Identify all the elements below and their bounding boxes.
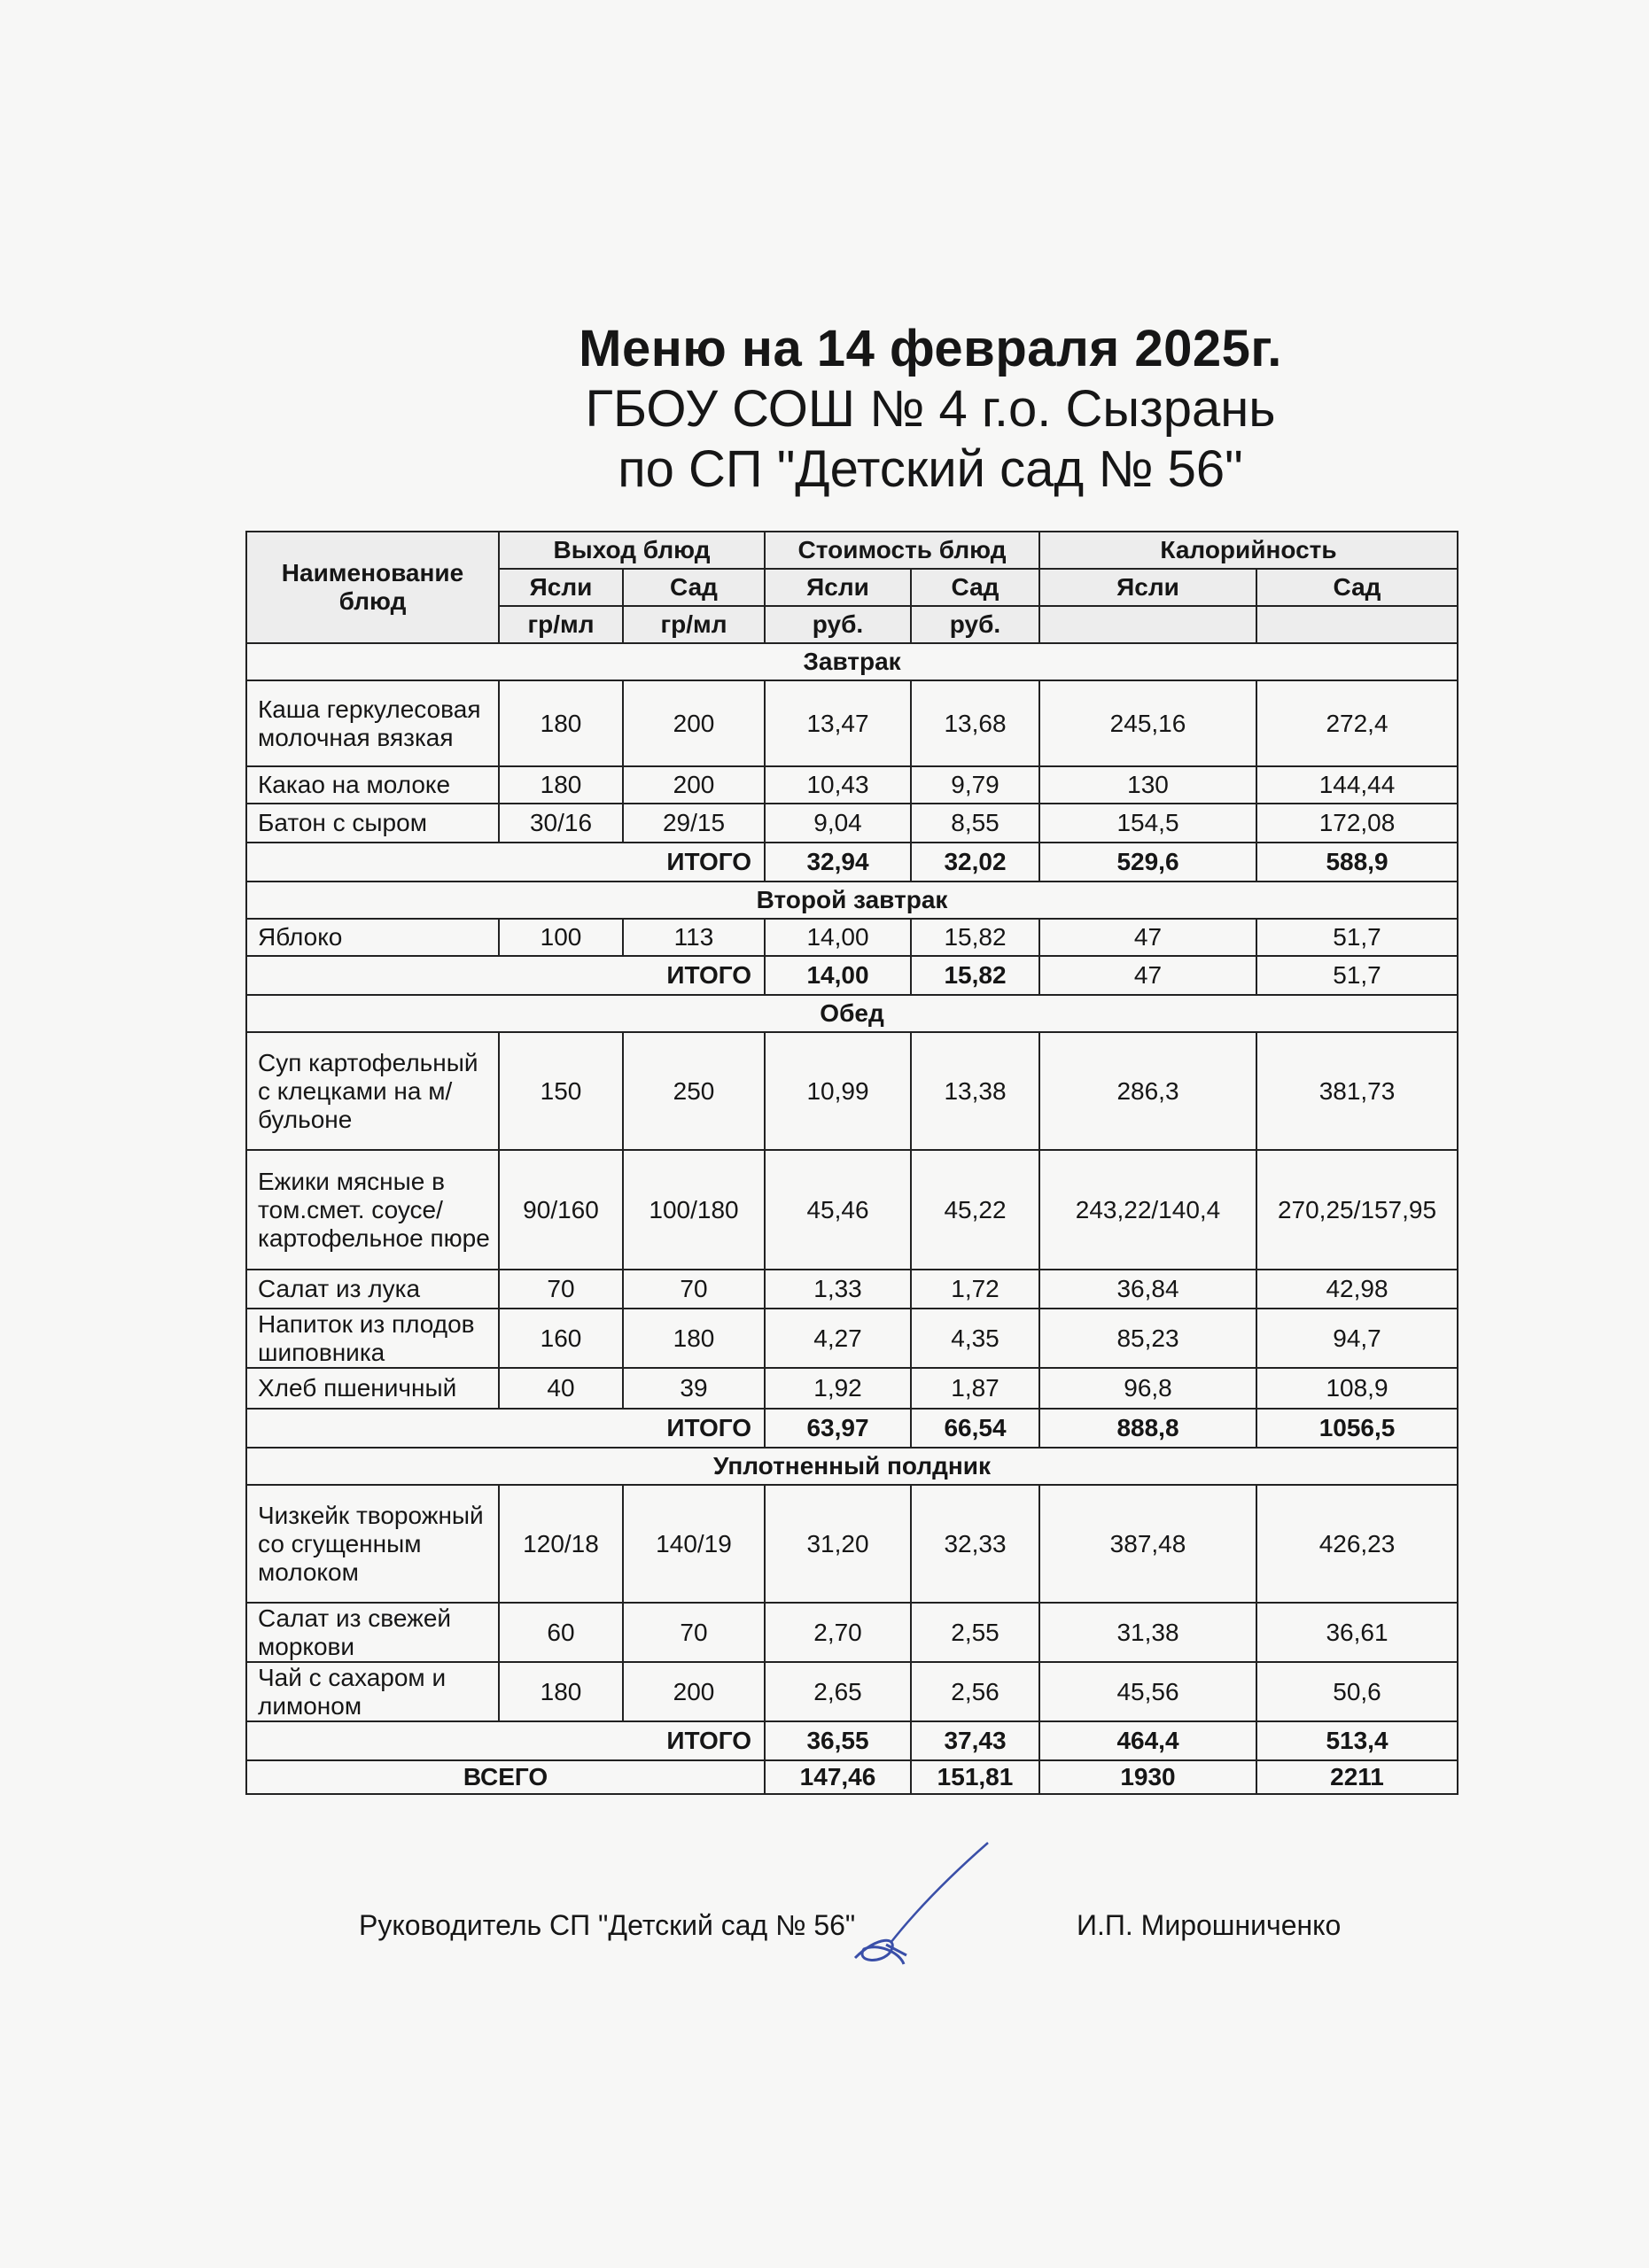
unit-cost-yasli: руб. — [765, 606, 911, 643]
unit-calories-yasli — [1039, 606, 1256, 643]
output-yasli: 90/160 — [499, 1150, 623, 1270]
output-sad: 29/15 — [623, 804, 765, 843]
total-cost-yasli: 36,55 — [765, 1721, 911, 1760]
total-row — [246, 843, 1458, 882]
total-label: ИТОГО — [246, 843, 765, 882]
menu-table — [245, 531, 1458, 1795]
output-yasli: 160 — [499, 1309, 623, 1368]
calories-yasli: 96,8 — [1039, 1368, 1256, 1409]
dish-name: Чай с сахаром и лимоном — [246, 1662, 499, 1721]
table-row — [246, 1032, 1458, 1150]
total-cost-sad: 37,43 — [911, 1721, 1039, 1760]
total-row — [246, 1409, 1458, 1448]
signer-role: Руководитель СП "Детский сад № 56" — [359, 1909, 856, 1941]
output-sad: 200 — [623, 1662, 765, 1721]
total-label: ИТОГО — [246, 956, 765, 995]
table-row — [246, 1150, 1458, 1270]
section-title: Уплотненный полдник — [246, 1448, 1458, 1485]
section-row — [246, 643, 1458, 680]
school-name: ГБОУ СОШ № 4 г.о. Сызрань — [585, 380, 1276, 438]
unit-calories-sad — [1256, 606, 1458, 643]
table-row — [246, 680, 1458, 766]
header-cost-sad: Сад — [911, 569, 1039, 606]
table-row — [246, 1368, 1458, 1409]
header-calories: Калорийность — [1039, 532, 1458, 569]
calories-yasli: 154,5 — [1039, 804, 1256, 843]
total-calories-yasli: 47 — [1039, 956, 1256, 995]
total-calories-sad: 1056,5 — [1256, 1409, 1458, 1448]
cost-yasli: 31,20 — [765, 1485, 911, 1603]
header-output-yasli: Ясли — [499, 569, 623, 606]
cost-yasli: 1,92 — [765, 1368, 911, 1409]
output-yasli: 150 — [499, 1032, 623, 1150]
total-cost-yasli: 14,00 — [765, 956, 911, 995]
output-yasli: 100 — [499, 919, 623, 956]
calories-yasli: 85,23 — [1039, 1309, 1256, 1368]
grand-total-cost-sad: 151,81 — [911, 1760, 1039, 1794]
output-sad: 100/180 — [623, 1150, 765, 1270]
output-yasli: 30/16 — [499, 804, 623, 843]
cost-yasli: 9,04 — [765, 804, 911, 843]
header-row — [246, 532, 1458, 569]
cost-yasli: 13,47 — [765, 680, 911, 766]
table-row — [246, 1309, 1458, 1368]
header-calories-sad: Сад — [1256, 569, 1458, 606]
output-yasli: 180 — [499, 680, 623, 766]
dish-name: Суп картофельный с клецками на м/бульоне — [246, 1032, 499, 1150]
menu-body — [246, 643, 1458, 1794]
cost-yasli: 10,43 — [765, 766, 911, 804]
grand-total-calories-sad: 2211 — [1256, 1760, 1458, 1794]
output-sad: 250 — [623, 1032, 765, 1150]
calories-yasli: 245,16 — [1039, 680, 1256, 766]
unit-cost-sad: руб. — [911, 606, 1039, 643]
table-row — [246, 1485, 1458, 1603]
calories-sad: 381,73 — [1256, 1032, 1458, 1150]
calories-yasli: 130 — [1039, 766, 1256, 804]
cost-sad: 1,72 — [911, 1270, 1039, 1309]
table-row — [246, 804, 1458, 843]
header-calories-yasli: Ясли — [1039, 569, 1256, 606]
table-row — [246, 1662, 1458, 1721]
title-block — [248, 319, 1613, 500]
header-dish-name: Наименование блюд — [246, 532, 499, 643]
signer-name: И.П. Мирошниченко — [1077, 1909, 1342, 1941]
calories-sad: 42,98 — [1256, 1270, 1458, 1309]
cost-yasli: 1,33 — [765, 1270, 911, 1309]
calories-sad: 144,44 — [1256, 766, 1458, 804]
calories-sad: 36,61 — [1256, 1603, 1458, 1662]
dish-name: Каша геркулесовая молочная вязкая — [246, 680, 499, 766]
table-row — [246, 1270, 1458, 1309]
dish-name: Хлеб пшеничный — [246, 1368, 499, 1409]
header-cost-yasli: Ясли — [765, 569, 911, 606]
output-sad: 70 — [623, 1270, 765, 1309]
cost-sad: 32,33 — [911, 1485, 1039, 1603]
dish-name: Батон с сыром — [246, 804, 499, 843]
calories-sad: 94,7 — [1256, 1309, 1458, 1368]
dish-name: Салат из свежей моркови — [246, 1603, 499, 1662]
cost-sad: 45,22 — [911, 1150, 1039, 1270]
total-calories-sad: 513,4 — [1256, 1721, 1458, 1760]
output-yasli: 180 — [499, 766, 623, 804]
header-cost: Стоимость блюд — [765, 532, 1039, 569]
total-calories-sad: 588,9 — [1256, 843, 1458, 882]
total-calories-yasli: 888,8 — [1039, 1409, 1256, 1448]
calories-sad: 50,6 — [1256, 1662, 1458, 1721]
total-cost-yasli: 32,94 — [765, 843, 911, 882]
output-sad: 180 — [623, 1309, 765, 1368]
output-yasli: 120/18 — [499, 1485, 623, 1603]
dish-name: Салат из лука — [246, 1270, 499, 1309]
cost-yasli: 14,00 — [765, 919, 911, 956]
footer — [359, 1909, 1466, 1962]
calories-yasli: 31,38 — [1039, 1603, 1256, 1662]
output-yasli: 180 — [499, 1662, 623, 1721]
total-calories-sad: 51,7 — [1256, 956, 1458, 995]
cost-sad: 13,68 — [911, 680, 1039, 766]
table-row — [246, 766, 1458, 804]
table-row — [246, 1603, 1458, 1662]
cost-sad: 15,82 — [911, 919, 1039, 956]
calories-yasli: 47 — [1039, 919, 1256, 956]
calories-sad: 172,08 — [1256, 804, 1458, 843]
cost-yasli: 2,70 — [765, 1603, 911, 1662]
calories-sad: 272,4 — [1256, 680, 1458, 766]
cost-sad: 2,56 — [911, 1662, 1039, 1721]
kindergarten-name: по СП "Детский сад № 56" — [618, 440, 1243, 498]
total-cost-sad: 32,02 — [911, 843, 1039, 882]
cost-yasli: 10,99 — [765, 1032, 911, 1150]
unit-output-yasli: гр/мл — [499, 606, 623, 643]
table-row — [246, 919, 1458, 956]
section-row — [246, 995, 1458, 1032]
cost-yasli: 45,46 — [765, 1150, 911, 1270]
dish-name: Ежики мясные в том.смет. соусе/ картофельное пюре — [246, 1150, 499, 1270]
cost-yasli: 4,27 — [765, 1309, 911, 1368]
total-row — [246, 956, 1458, 995]
page-title: Меню на 14 февраля 2025г. — [579, 320, 1282, 377]
output-sad: 200 — [623, 680, 765, 766]
total-calories-yasli: 529,6 — [1039, 843, 1256, 882]
section-title: Второй завтрак — [246, 882, 1458, 919]
cost-sad: 13,38 — [911, 1032, 1039, 1150]
output-sad: 113 — [623, 919, 765, 956]
calories-sad: 426,23 — [1256, 1485, 1458, 1603]
output-yasli: 60 — [499, 1603, 623, 1662]
dish-name: Чизкейк творожный со сгущенным молоком — [246, 1485, 499, 1603]
output-sad: 200 — [623, 766, 765, 804]
dish-name: Яблоко — [246, 919, 499, 956]
section-row — [246, 882, 1458, 919]
output-yasli: 70 — [499, 1270, 623, 1309]
grand-total-row — [246, 1760, 1458, 1794]
total-label: ИТОГО — [246, 1721, 765, 1760]
output-sad: 39 — [623, 1368, 765, 1409]
header-output-sad: Сад — [623, 569, 765, 606]
unit-output-sad: гр/мл — [623, 606, 765, 643]
section-title: Обед — [246, 995, 1458, 1032]
cost-sad: 2,55 — [911, 1603, 1039, 1662]
total-cost-yasli: 63,97 — [765, 1409, 911, 1448]
cost-sad: 1,87 — [911, 1368, 1039, 1409]
calories-sad: 270,25/157,95 — [1256, 1150, 1458, 1270]
total-cost-sad: 15,82 — [911, 956, 1039, 995]
total-row — [246, 1721, 1458, 1760]
grand-total-label: ВСЕГО — [246, 1760, 765, 1794]
output-yasli: 40 — [499, 1368, 623, 1409]
calories-yasli: 286,3 — [1039, 1032, 1256, 1150]
cost-sad: 4,35 — [911, 1309, 1039, 1368]
output-sad: 140/19 — [623, 1485, 765, 1603]
calories-sad: 108,9 — [1256, 1368, 1458, 1409]
calories-yasli: 387,48 — [1039, 1485, 1256, 1603]
output-sad: 70 — [623, 1603, 765, 1662]
total-calories-yasli: 464,4 — [1039, 1721, 1256, 1760]
header-output: Выход блюд — [499, 532, 765, 569]
calories-yasli: 243,22/140,4 — [1039, 1150, 1256, 1270]
dish-name: Какао на молоке — [246, 766, 499, 804]
section-row — [246, 1448, 1458, 1485]
cost-sad: 8,55 — [911, 804, 1039, 843]
total-cost-sad: 66,54 — [911, 1409, 1039, 1448]
calories-sad: 51,7 — [1256, 919, 1458, 956]
grand-total-calories-yasli: 1930 — [1039, 1760, 1256, 1794]
cost-yasli: 2,65 — [765, 1662, 911, 1721]
cost-sad: 9,79 — [911, 766, 1039, 804]
calories-yasli: 36,84 — [1039, 1270, 1256, 1309]
total-label: ИТОГО — [246, 1409, 765, 1448]
dish-name: Напиток из плодов шиповника — [246, 1309, 499, 1368]
section-title: Завтрак — [246, 643, 1458, 680]
calories-yasli: 45,56 — [1039, 1662, 1256, 1721]
grand-total-cost-yasli: 147,46 — [765, 1760, 911, 1794]
